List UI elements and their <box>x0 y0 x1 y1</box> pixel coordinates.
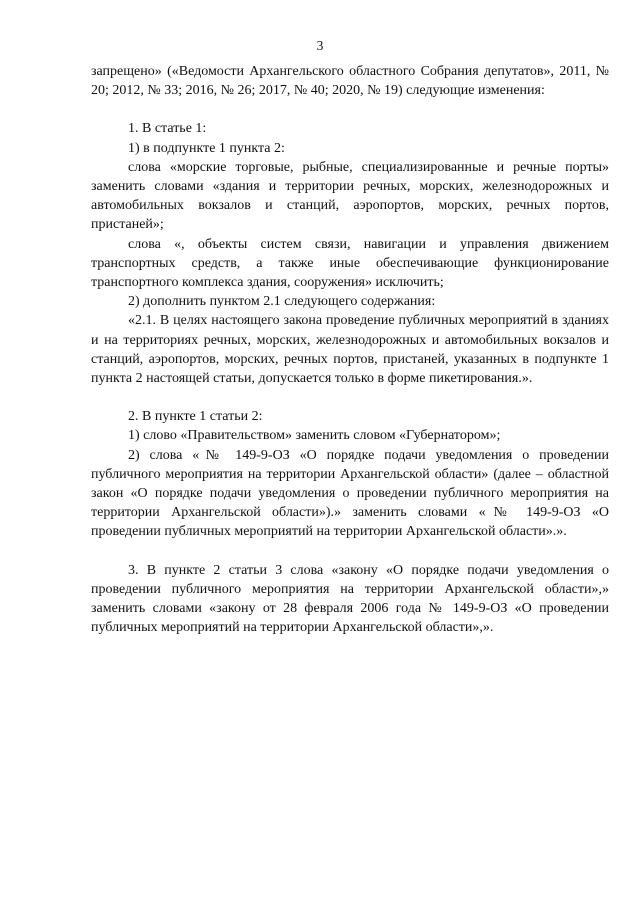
paragraph-article-3: 3. В пункте 2 статьи 3 слова «закону «О порядке подачи уведомления о проведении публичного мероприятия на территории Архангельской области»,» заменить словами «закону от 28 февраля 2006 года № 149-9-ОЗ «О проведении публичных мероприятий на территории Архангельской области»,». <box>91 562 609 636</box>
paragraph-article-1-exclude-objects: слова «, объекты систем связи, навигации и управления движением транспортных средств, а также иные обеспечивающие функционирование транспортного комплекса здания, сооружения» исключить; <box>91 236 609 291</box>
paragraph-article-1-replace-ports: слова «морские торговые, рыбные, специализированные и речные порты» заменить словами «здания и территории речных, морских, железнодорожных и автомобильных вокзалов и станций, аэропортов, морских, речных портов, пристаней»; <box>91 159 609 233</box>
document-body <box>91 62 609 637</box>
paragraph-article-1-heading: 1. В статье 1: <box>128 121 207 137</box>
blank-line <box>91 542 609 561</box>
paragraph-article-1-new-point-2-1: «2.1. В целях настоящего закона проведение публичных мероприятий в зданиях и на территориях речных, морских, железнодорожных и автомобильных вокзалов и станций, аэропортов, морских, речных портов, пристаней, указанных в подпункте 1 пункта 2 настоящей статьи, допускается только в форме пикетирования.». <box>91 313 609 387</box>
paragraph-article-1-item-1: 1) в подпункте 1 пункта 2: <box>128 140 285 156</box>
paragraph-article-2-item-2: 2) слова «№ 149-9-ОЗ «О порядке подачи уведомления о проведении публичного мероприятия на территории Архангельской области» (далее – областной закон «О порядке подачи уведомления о проведении публичного мероприятия на территории Архангельской области»).» заменить словами «№ 149-9-ОЗ «О проведении публичных мероприятий на территории Архангельской области».». <box>91 447 609 540</box>
page-number: 3 <box>316 38 324 53</box>
paragraph-intro-continuation: запрещено» («Ведомости Архангельского областного Собрания депутатов», 2011, № 20; 2012, № 33; 2016, № 26; 2017, № 40; 2020, № 19) следующие изменения: <box>91 64 609 99</box>
blank-line <box>91 100 609 119</box>
paragraph-article-2-heading: 2. В пункте 1 статьи 2: <box>128 409 263 425</box>
paragraph-article-2-item-1: 1) слово «Правительством» заменить словом «Губернатором»; <box>128 428 501 444</box>
blank-line <box>91 388 609 407</box>
paragraph-article-1-item-2: 2) дополнить пунктом 2.1 следующего содержания: <box>128 294 436 310</box>
